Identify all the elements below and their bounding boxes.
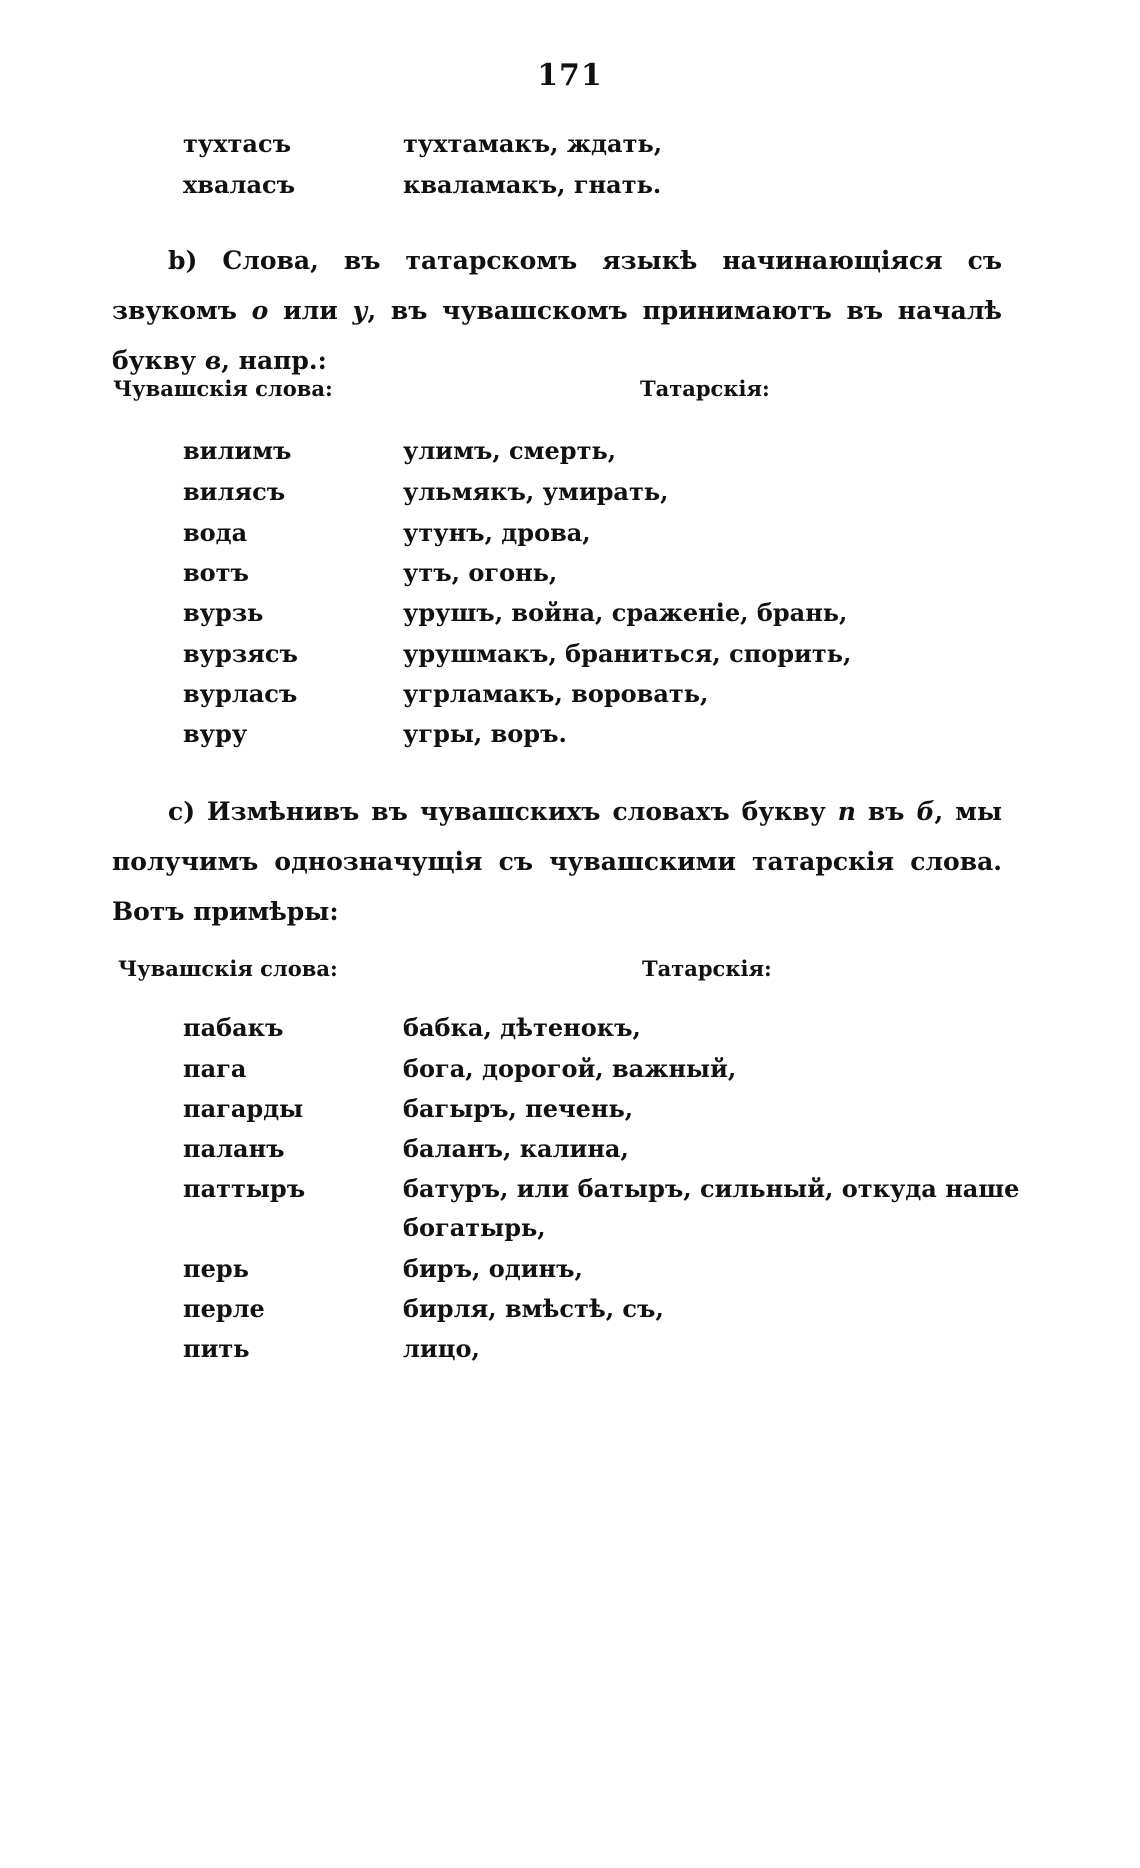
- page-number: 171: [537, 58, 603, 93]
- list-item-chuvash: перле: [183, 1294, 265, 1323]
- list-item-chuvash: пага: [183, 1054, 247, 1083]
- list-item-chuvash: пагарды: [183, 1094, 304, 1123]
- list-item-tatar: угры, воръ.: [403, 719, 567, 748]
- section-c-letter: б: [916, 797, 935, 826]
- list-item-chuvash: вилимъ: [183, 436, 292, 465]
- section-b-marker: b) Слова: [168, 246, 311, 275]
- intro-chuvash-word: хваласъ: [183, 170, 296, 199]
- list-item-chuvash: вода: [183, 518, 248, 547]
- list-item-chuvash: вотъ: [183, 558, 249, 587]
- section-c-text: c) Измѣнивъ въ чувашскихъ словахъ букву: [168, 797, 838, 826]
- intro-tatar-word: тухтамакъ, ждать,: [403, 129, 663, 158]
- section-b-letter: о: [251, 296, 269, 325]
- section-c-text: въ: [855, 797, 917, 826]
- list-item-tatar: биръ, одинъ,: [403, 1254, 583, 1283]
- section-c-paragraph: [112, 787, 1002, 937]
- list-item-tatar: урушмакъ, браниться, спорить,: [403, 639, 852, 668]
- list-item-chuvash: пить: [183, 1334, 250, 1363]
- table-b-header-right: Татарскія:: [640, 376, 770, 401]
- list-item-tatar: бога, дорогой, важный,: [403, 1054, 737, 1083]
- list-item-tatar: бирля, вмѣстѣ, съ,: [403, 1294, 664, 1323]
- intro-tatar-word: кваламакъ, гнать.: [403, 170, 662, 199]
- list-item-chuvash: перь: [183, 1254, 249, 1283]
- list-item-tatar: баланъ, калина,: [403, 1134, 629, 1163]
- table-c-header-right: Татарскія:: [642, 956, 772, 981]
- section-b-letter: в: [204, 346, 222, 375]
- list-item-chuvash: вуру: [183, 719, 248, 748]
- list-item-chuvash: паттыръ: [183, 1174, 306, 1203]
- list-item-tatar: бабка, дѣтенокъ,: [403, 1013, 641, 1042]
- list-item-chuvash: пабакъ: [183, 1013, 284, 1042]
- list-item-chuvash: вурзясъ: [183, 639, 298, 668]
- section-c-letter: п: [837, 797, 856, 826]
- section-b-text: , въ татарскомъ языкѣ начинающіяся съ звукомъ: [112, 246, 1002, 325]
- list-item-tatar: урушъ, война, сраженіе, брань,: [403, 598, 848, 627]
- section-b-text: , напр.:: [221, 346, 327, 375]
- table-b-header-left: Чувашскія слова:: [113, 376, 333, 401]
- list-item-tatar: лицо,: [403, 1334, 480, 1363]
- list-item-tatar: багыръ, печень,: [403, 1094, 634, 1123]
- section-b-paragraph: [112, 236, 1002, 386]
- list-item-chuvash: вурласъ: [183, 679, 298, 708]
- list-item-tatar: ульмякъ, умирать,: [403, 477, 669, 506]
- intro-chuvash-word: тухтасъ: [183, 129, 291, 158]
- section-b-text: или: [268, 296, 353, 325]
- section-b-letter: у: [352, 296, 368, 325]
- list-item-tatar: утъ, огонь,: [403, 558, 558, 587]
- list-item-chuvash: вурзь: [183, 598, 264, 627]
- list-item-chuvash: вилясъ: [183, 477, 286, 506]
- list-item-tatar: утунъ, дрова,: [403, 518, 591, 547]
- list-item-chuvash: паланъ: [183, 1134, 285, 1163]
- table-c-header-left: Чувашскія слова:: [118, 956, 338, 981]
- list-item-tatar: улимъ, смерть,: [403, 436, 617, 465]
- section-b-text: , въ чувашскомъ принимаютъ въ началѣ букву: [112, 296, 1002, 375]
- list-item-tatar: угрламакъ, воровать,: [403, 679, 709, 708]
- section-c-text: , мы получимъ однозначущія съ чувашскими татарскія слова. Вотъ примѣры:: [112, 797, 1003, 926]
- list-item-tatar: батуръ, или батыръ, сильный, откуда наше: [403, 1174, 1020, 1203]
- list-item-tatar: богатырь,: [403, 1213, 546, 1242]
